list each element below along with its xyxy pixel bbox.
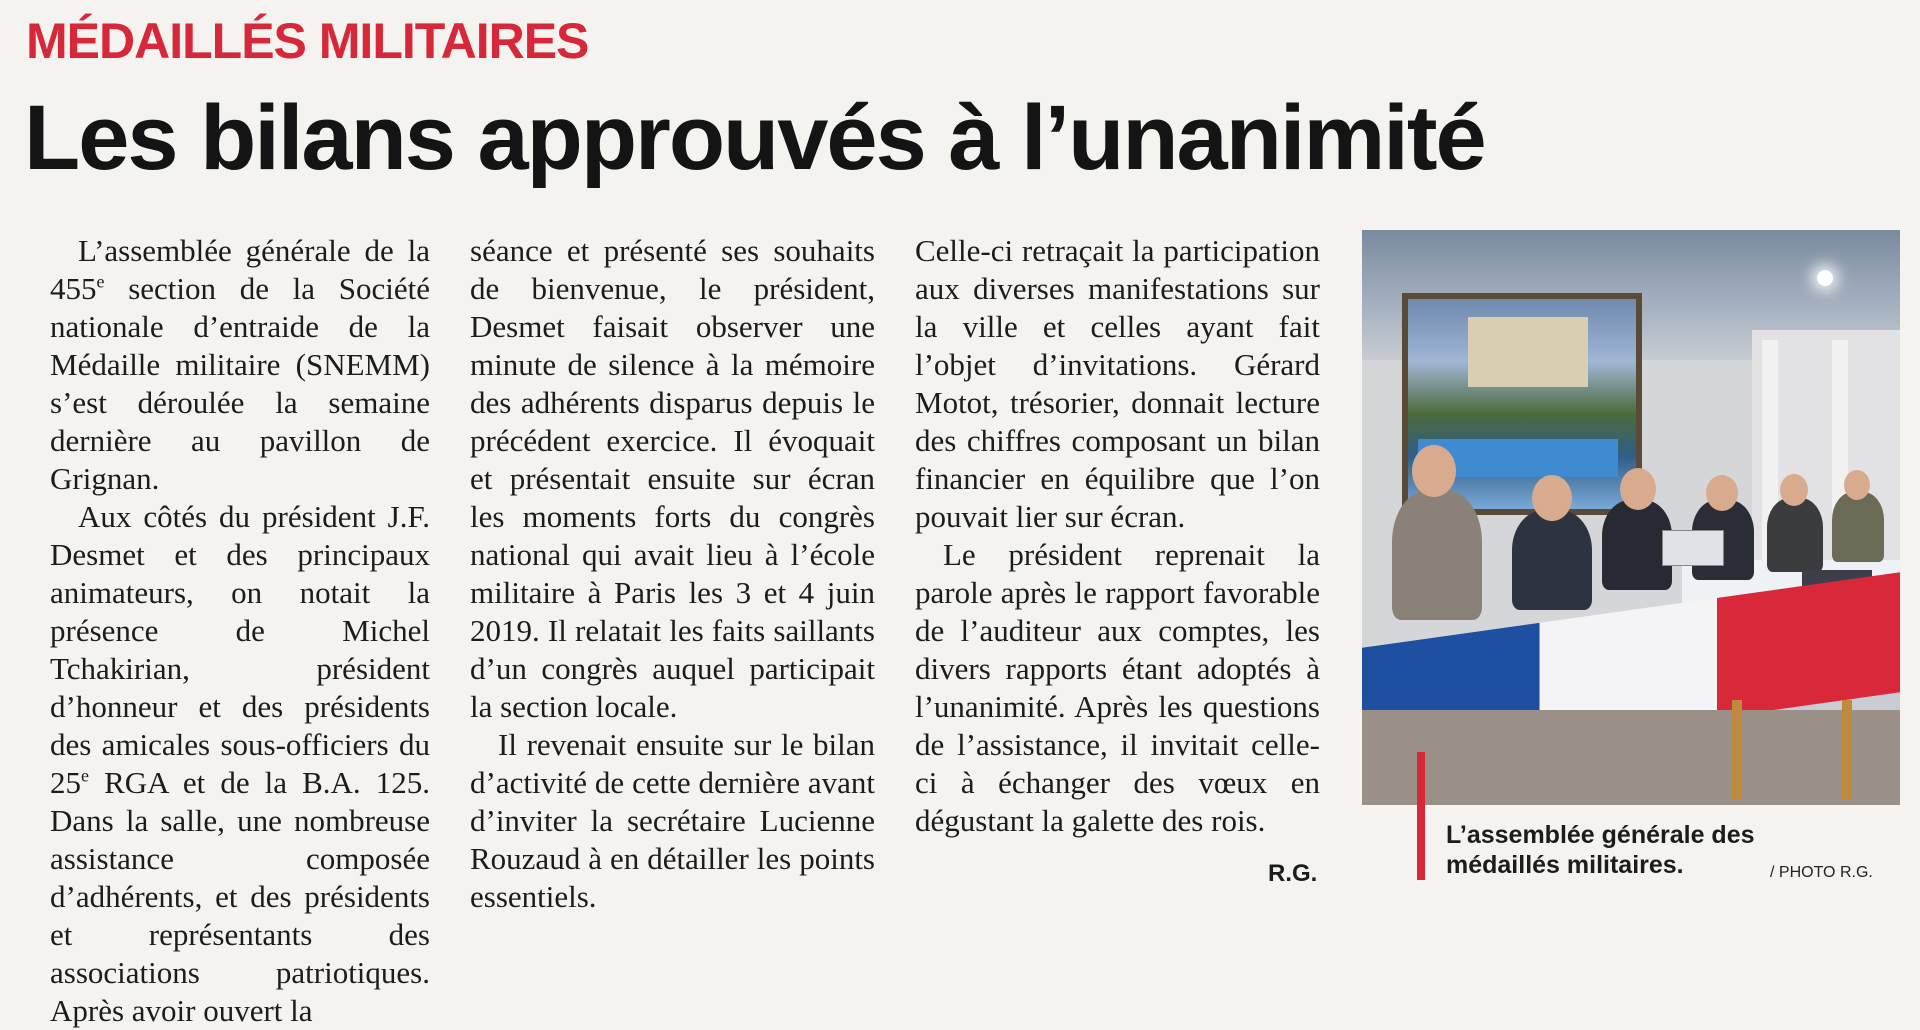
laptop: [1662, 530, 1724, 566]
paragraph: L’assemblée générale de la 455e section de la Société nationale d’entraide de la Médaille militaire (SNEMM) s’est déroulée la semaine dernière au pavillon de Grignan.: [50, 233, 430, 496]
table-leg: [1842, 700, 1852, 800]
article-photo: [1362, 230, 1900, 805]
person-head: [1844, 470, 1870, 500]
author-signature: R.G.: [1268, 860, 1318, 887]
person-head: [1532, 475, 1572, 521]
article-column-3: [915, 232, 1320, 840]
section-kicker: MÉDAILLÉS MILITAIRES: [26, 13, 589, 69]
photo-caption: L’assemblée générale des médaillés militaires.: [1446, 821, 1755, 879]
article-column-1: [50, 232, 430, 1030]
article-column-2: [470, 232, 875, 916]
person-head: [1706, 475, 1738, 511]
person-head: [1412, 445, 1456, 497]
person-head: [1620, 468, 1656, 510]
photo-floor: [1362, 710, 1900, 805]
person-seated: [1832, 492, 1884, 562]
paragraph: Celle-ci retraçait la participation aux diverses manifestations sur la ville et celles ayant fait l’objet d’invitations. Gérard Motot, trésorier, donnait lecture des chiffres composant un bilan financier en équilibre que l’on pouvait lier sur écran.: [915, 233, 1320, 534]
person-seated: [1512, 510, 1592, 610]
caption-accent-bar: [1417, 752, 1425, 880]
table-leg: [1732, 700, 1742, 800]
paragraph: séance et présenté ses souhaits de bienvenue, le président, Desmet faisait observer une minute de silence à la mémoire des adhérents disparus depuis le précédent exercice. Il évoquait et présentait ensuite sur écran les moments forts du congrès national qui avait lieu à l’école militaire à Paris les 3 et 4 juin 2019. Il relatait les faits saillants d’un congrès auquel participait la section locale.: [470, 233, 875, 724]
painting-building: [1468, 317, 1588, 387]
ceiling-light: [1817, 270, 1833, 286]
paragraph: Il revenait ensuite sur le bilan d’activité de cette dernière avant d’inviter la secrétaire Lucienne Rouzaud à en détailler les points essentiels.: [470, 727, 875, 914]
article-headline: Les bilans approuvés à l’unanimité: [24, 87, 1485, 189]
photo-credit: / PHOTO R.G.: [1770, 864, 1873, 881]
person-head: [1780, 474, 1808, 506]
person-seated: [1767, 498, 1823, 572]
paragraph: Aux côtés du président J.F. Desmet et des principaux animateurs, on notait la présence de Michel Tchakirian, président d’honneur et des présidents des amicales sous-officiers du 25e RGA et de la B.A. 125. Dans la salle, une nombreuse assistance composée d’adhérents, et des présidents et représentants des associations patriotiques. Après avoir ouvert la: [50, 499, 430, 1028]
person-seated: [1392, 490, 1482, 620]
paragraph: Le président reprenait la parole après le rapport favorable de l’auditeur aux comptes, les divers rapports étant adoptés à l’unanimité. Après les questions de l’assistance, il invitait celle-ci à échanger des vœux en dégustant la galette des rois.: [915, 537, 1320, 838]
